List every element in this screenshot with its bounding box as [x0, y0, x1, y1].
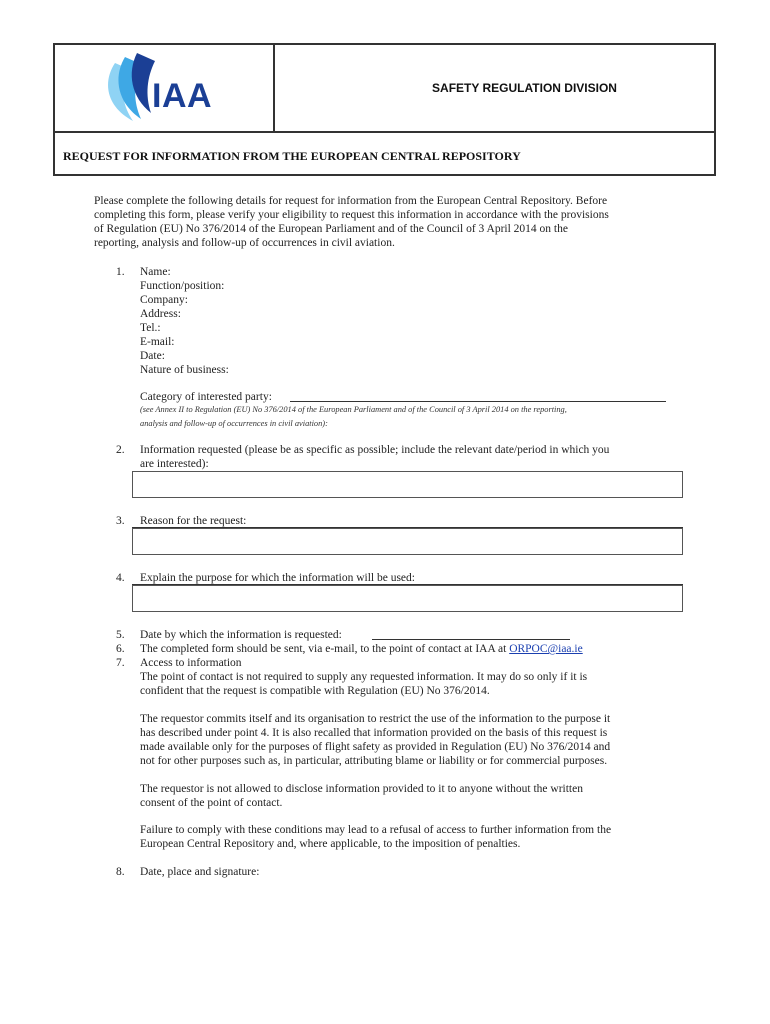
purpose-box[interactable]: [132, 585, 683, 612]
item-3-label: Reason for the request:: [140, 515, 247, 527]
item-2-line-2: are interested):: [140, 458, 209, 470]
item-7-number: 7.: [116, 657, 125, 669]
item-4-number: 4.: [116, 572, 125, 584]
division-title: SAFETY REGULATION DIVISION: [432, 81, 617, 95]
item-7-p1-line-1: The point of contact is not required to supply any requested information. It may do so only if it is: [140, 671, 588, 683]
item-6-number: 6.: [116, 643, 125, 655]
item-7-p3-line-2: consent of the point of contact.: [140, 797, 283, 809]
category-input-line[interactable]: [290, 401, 666, 402]
date-requested-line[interactable]: [372, 639, 570, 640]
field-function-label: Function/position:: [140, 280, 225, 292]
item-6-sentence: The completed form should be sent, via e-mail, to the point of contact at IAA at: [140, 643, 510, 655]
item-6-text: [140, 642, 583, 656]
form-title: REQUEST FOR INFORMATION FROM THE EUROPEAN CENTRAL REPOSITORY: [63, 149, 521, 163]
item-1-number: 1.: [116, 266, 125, 278]
field-tel-label: Tel.:: [140, 322, 161, 334]
information-requested-box[interactable]: [132, 471, 683, 498]
field-company-label: Company:: [140, 294, 188, 306]
item-7-p4-line-2: European Central Repository and, where applicable, to the imposition of penalties.: [140, 838, 521, 850]
header-top-row: [55, 45, 714, 133]
intro-line-1: Please complete the following details for request for information from the European Central Repository. Before: [94, 195, 608, 207]
item-5-label: Date by which the information is requested:: [140, 629, 342, 641]
field-date-label: Date:: [140, 350, 165, 362]
logo-cell: [55, 45, 275, 131]
item-7-p2-line-3: made available only for the purposes of flight safety as provided in Regulation (EU) No 376/2014 and: [140, 741, 611, 753]
header-table: [53, 43, 716, 176]
reason-box[interactable]: [132, 528, 683, 555]
item-7-p3-line-1: The requestor is not allowed to disclose information provided to it to anyone without the written: [140, 783, 583, 795]
category-note-1: (see Annex II to Regulation (EU) No 376/2014 of the European Parliament and of the Council of 3 April 2014 on the reporting,: [140, 405, 567, 414]
item-5-number: 5.: [116, 629, 125, 641]
logo-text: IAA: [152, 77, 213, 115]
item-7-p4-line-1: Failure to comply with these conditions may lead to a refusal of access to further information from the: [140, 824, 612, 836]
item-2-line-1: Information requested (please be as specific as possible; include the relevant date/period in which you: [140, 444, 610, 456]
category-label: Category of interested party:: [140, 391, 272, 403]
item-3-number: 3.: [116, 515, 125, 527]
item-8-number: 8.: [116, 866, 125, 878]
contact-email-link[interactable]: ORPOC@iaa.ie: [509, 643, 583, 655]
field-email-label: E-mail:: [140, 336, 175, 348]
field-name-label: Name:: [140, 266, 171, 278]
category-note-2: analysis and follow-up of occurrences in civil aviation):: [140, 419, 328, 428]
field-address-label: Address:: [140, 308, 181, 320]
item-2-number: 2.: [116, 444, 125, 456]
field-business-label: Nature of business:: [140, 364, 229, 376]
item-7-p2-line-2: has described under point 4. It is also recalled that information provided on the basis of this request is: [140, 727, 608, 739]
item-7-p1-line-2: confident that the request is compatible with Regulation (EU) No 376/2014.: [140, 685, 490, 697]
item-8-label: Date, place and signature:: [140, 866, 260, 878]
intro-line-4: reporting, analysis and follow-up of occurrences in civil aviation.: [94, 237, 395, 249]
item-7-heading: Access to information: [140, 657, 242, 669]
item-7-p2-line-4: not for other purposes such as, in particular, attributing blame or liability or for commercial purposes.: [140, 755, 608, 767]
item-4-label: Explain the purpose for which the information will be used:: [140, 572, 415, 584]
intro-line-3: of Regulation (EU) No 376/2014 of the European Parliament and of the Council of 3 April 2014 on the: [94, 223, 568, 235]
item-7-p2-line-1: The requestor commits itself and its organisation to restrict the use of the information to the purpose it: [140, 713, 611, 725]
intro-line-2: completing this form, please verify your eligibility to request this information in accordance with the provisions: [94, 209, 609, 221]
